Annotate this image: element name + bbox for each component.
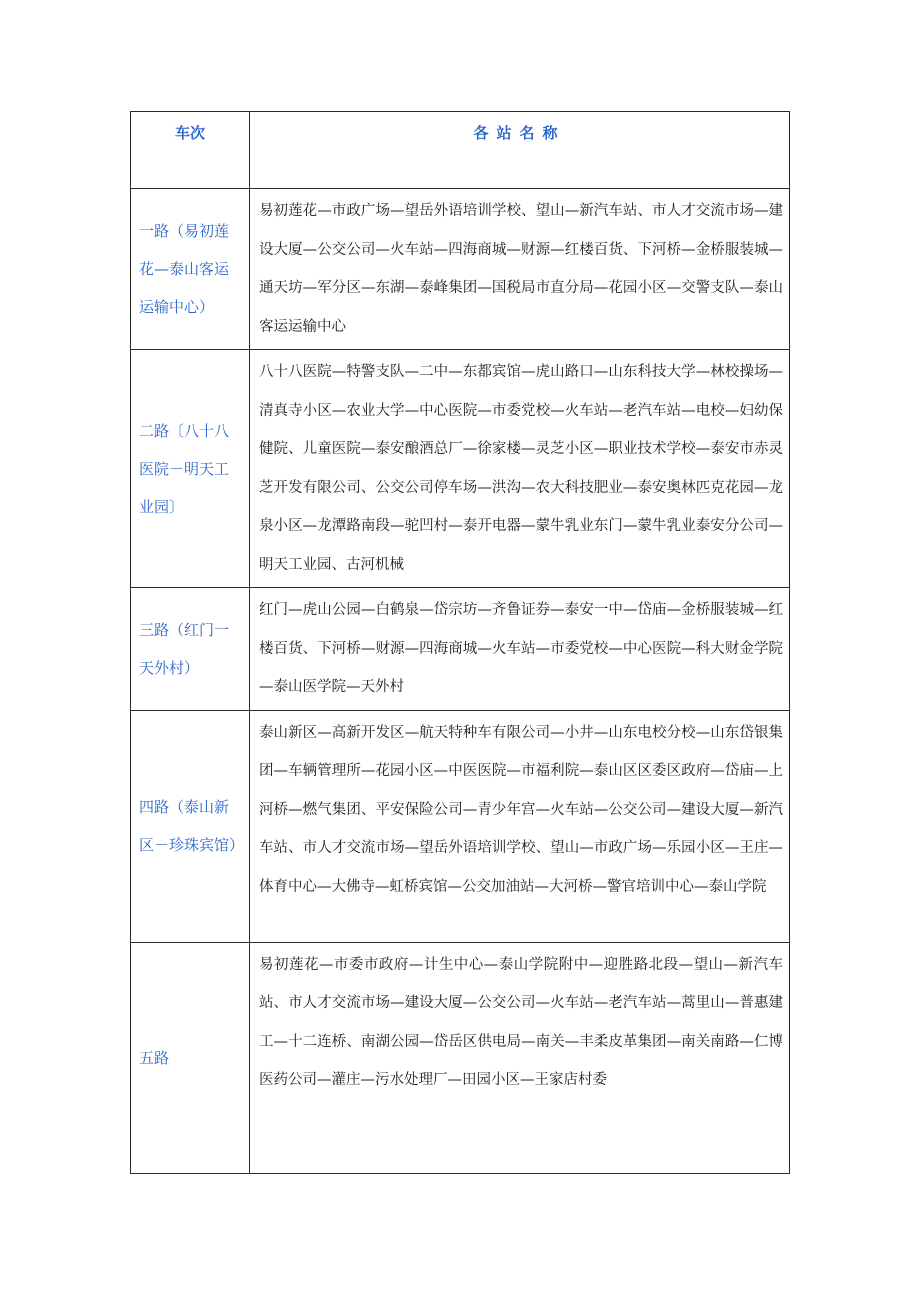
route-stops-cell: 易初莲花—市政广场—望岳外语培训学校、望山—新汽车站、市人才交流市场—建设大厦—公交公司—火车站—四海商城—财源—红楼百货、下河桥—金桥服装城—通天坊—军分区—东湖—泰峰集团—国税局市直分局—花园小区—交警支队—泰山客运运输中心 <box>250 189 790 350</box>
route-name-cell: 五路 <box>131 942 250 1173</box>
table-row <box>131 942 790 1173</box>
route-stops-cell: 易初莲花—市委市政府—计生中心—泰山学院附中—迎胜路北段—望山—新汽车站、市人才交流市场—建设大厦—公交公司—火车站—老汽车站—蒿里山—普惠建工—十二连桥、南湖公园—岱岳区供电局—南关—丰柔皮革集团—南关南路—仁博医药公司—灌庄—污水处理厂—田园小区—王家店村委 <box>250 942 790 1173</box>
route-stops-cell: 泰山新区—高新开发区—航天特种车有限公司—小井—山东电校分校—山东岱银集团—车辆管理所—花园小区—中医医院—市福利院—泰山区区委区政府—岱庙—上河桥—燃气集团、平安保险公司—青少年宫—火车站—公交公司—建设大厦—新汽车站、市人才交流市场—望岳外语培训学校、望山—市政广场—乐园小区—王庄—体育中心—大佛寺—虹桥宾馆—公交加油站—大河桥—警官培训中心—泰山学院 <box>250 710 790 942</box>
stops-column-header <box>250 112 790 189</box>
table-header-row <box>131 112 790 189</box>
route-column-header <box>131 112 250 189</box>
stops-column-header-label: 各站名称 <box>473 124 566 142</box>
table-row <box>131 588 790 711</box>
route-stops-cell: 红门—虎山公园—白鹤泉—岱宗坊—齐鲁证券—泰安一中—岱庙—金桥服装城—红楼百货、下河桥—财源—四海商城—火车站—市委党校—中心医院—科大财金学院—泰山医学院—天外村 <box>250 588 790 711</box>
route-stops-cell: 八十八医院—特警支队—二中—东都宾馆—虎山路口—山东科技大学—林校操场—清真寺小区—农业大学—中心医院—市委党校—火车站—老汽车站—电校—妇幼保健院、儿童医院—泰安酿酒总厂—徐家楼—灵芝小区—职业技术学校—泰安市赤灵芝开发有限公司、公交公司停车场—洪沟—农大科技肥业—泰安奥林匹克花园—龙泉小区—龙潭路南段—驼凹村—泰开电器—蒙牛乳业东门—蒙牛乳业泰安分公司—明天工业园、古河机械 <box>250 350 790 588</box>
table-row <box>131 189 790 350</box>
route-name-cell: 四路（泰山新区－珍珠宾馆） <box>131 710 250 942</box>
route-name-cell: 二路〔八十八医院－明天工业园〕 <box>131 350 250 588</box>
bus-route-table <box>130 111 790 1174</box>
route-column-header-label: 车次 <box>174 124 205 142</box>
route-name-cell: 三路（红门一天外村） <box>131 588 250 711</box>
table-row <box>131 350 790 588</box>
table-row <box>131 710 790 942</box>
route-name-cell: 一路（易初莲花—泰山客运运输中心） <box>131 189 250 350</box>
